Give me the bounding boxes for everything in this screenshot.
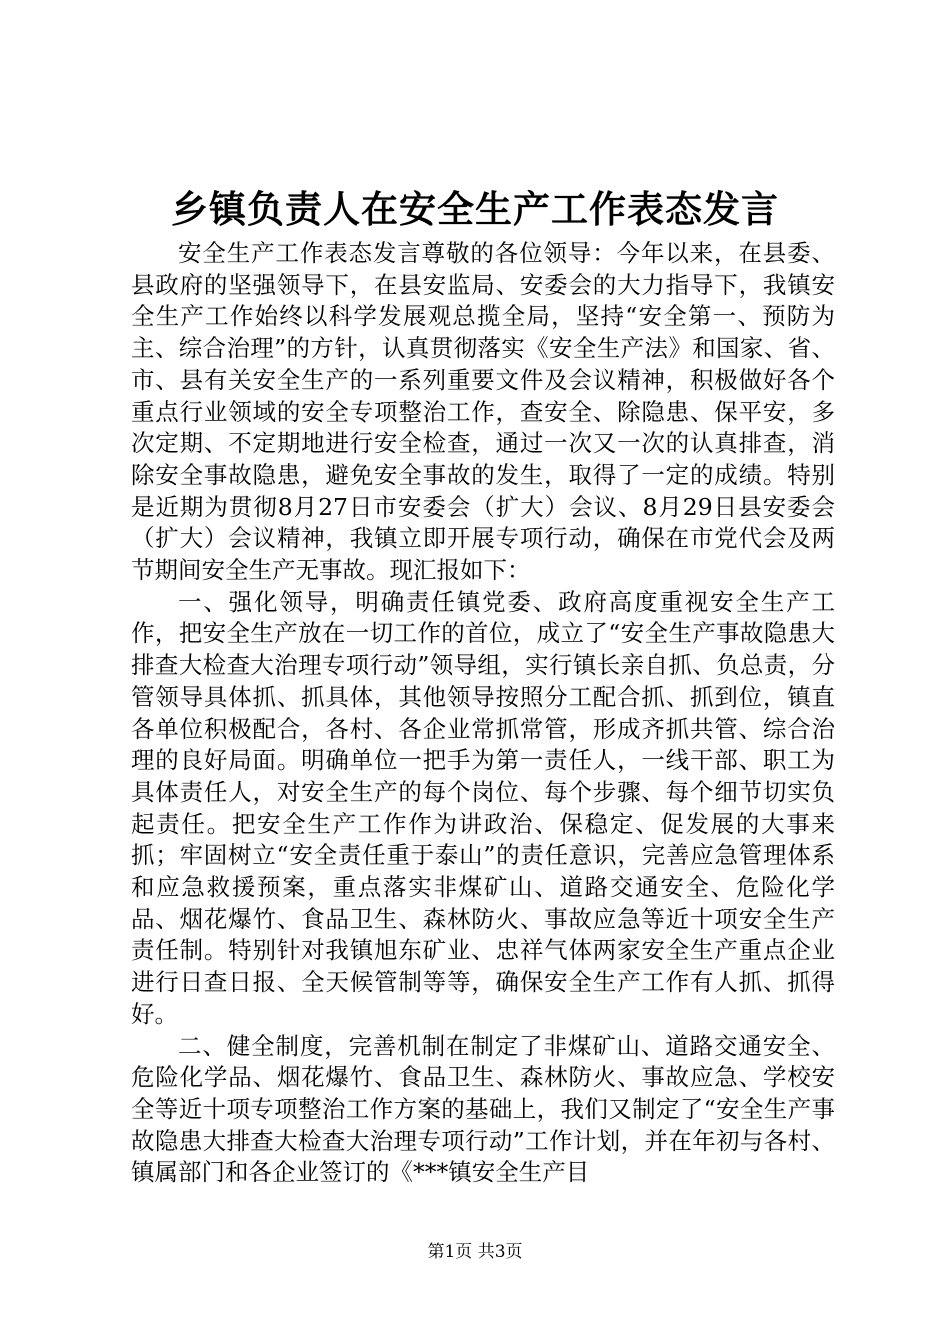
document-title: 乡镇负责人在安全生产工作表态发言	[171, 187, 779, 231]
paragraph-section-one: 一、强化领导，明确责任镇党委、政府高度重视安全生产工作，把安全生产放在一切工作的首位，成立了“安全生产事故隐患大排查大检查大治理专项行动”领导组，实行镇长亲自抓、负总责，分管领导具体抓、抓具体，其他领导按照分工配合抓、抓到位，镇直各单位积极配合，各村、各企业常抓常管，形成齐抓共管、综合治理的良好局面。明确单位一把手为第一责任人，一线干部、职工为具体责任人，对安全生产的每个岗位、每个步骤、每个细节切实负起责任。把安全生产工作作为讲政治、保稳定、促发展的大事来抓；牢固树立“安全责任重于泰山”的责任意识，完善应急管理体系和应急救援预案，重点落实非煤矿山、道路交通安全、危险化学品、烟花爆竹、食品卫生、森林防火、事故应急等近十项安全生产责任制。特别针对我镇旭东矿业、忠祥气体两家安全生产重点企业进行日查日报、全天候管制等等，确保安全生产工作有人抓、抓得好。	[131, 587, 835, 1028]
paragraph-intro: 安全生产工作表态发言尊敬的各位领导：今年以来，在县委、县政府的坚强领导下，在县安监局、安委会的大力指导下，我镇安全生产工作始终以科学发展观总揽全局，坚持“安全第一、预防为主、综合治理”的方针，认真贯彻落实《安全生产法》和国家、省、市、县有关安全生产的一系列重要文件及会议精神，积极做好各个重点行业领域的安全专项整治工作，查安全、除隐患、保平安，多次定期、不定期地进行安全检查，通过一次又一次的认真排查，消除安全事故隐患，避免安全事故的发生，取得了一定的成绩。特别是近期为贯彻8月27日市安委会（扩大）会议、8月29日县安委会（扩大）会议精神，我镇立即开展专项行动，确保在市党代会及两节期间安全生产无事故。现汇报如下：	[131, 239, 835, 585]
page-number-footer: 第1页 共3页	[427, 1242, 523, 1262]
document-body	[131, 238, 835, 1189]
paragraph-section-two: 二、健全制度，完善机制在制定了非煤矿山、道路交通安全、危险化学品、烟花爆竹、食品卫生、森林防火、事故应急、学校安全等近十项专项整治工作方案的基础上，我们又制定了“安全生产事故隐患大排查大检查大治理专项行动”工作计划，并在年初与各村、镇属部门和各企业签订的《***镇安全生产目	[131, 1031, 835, 1187]
